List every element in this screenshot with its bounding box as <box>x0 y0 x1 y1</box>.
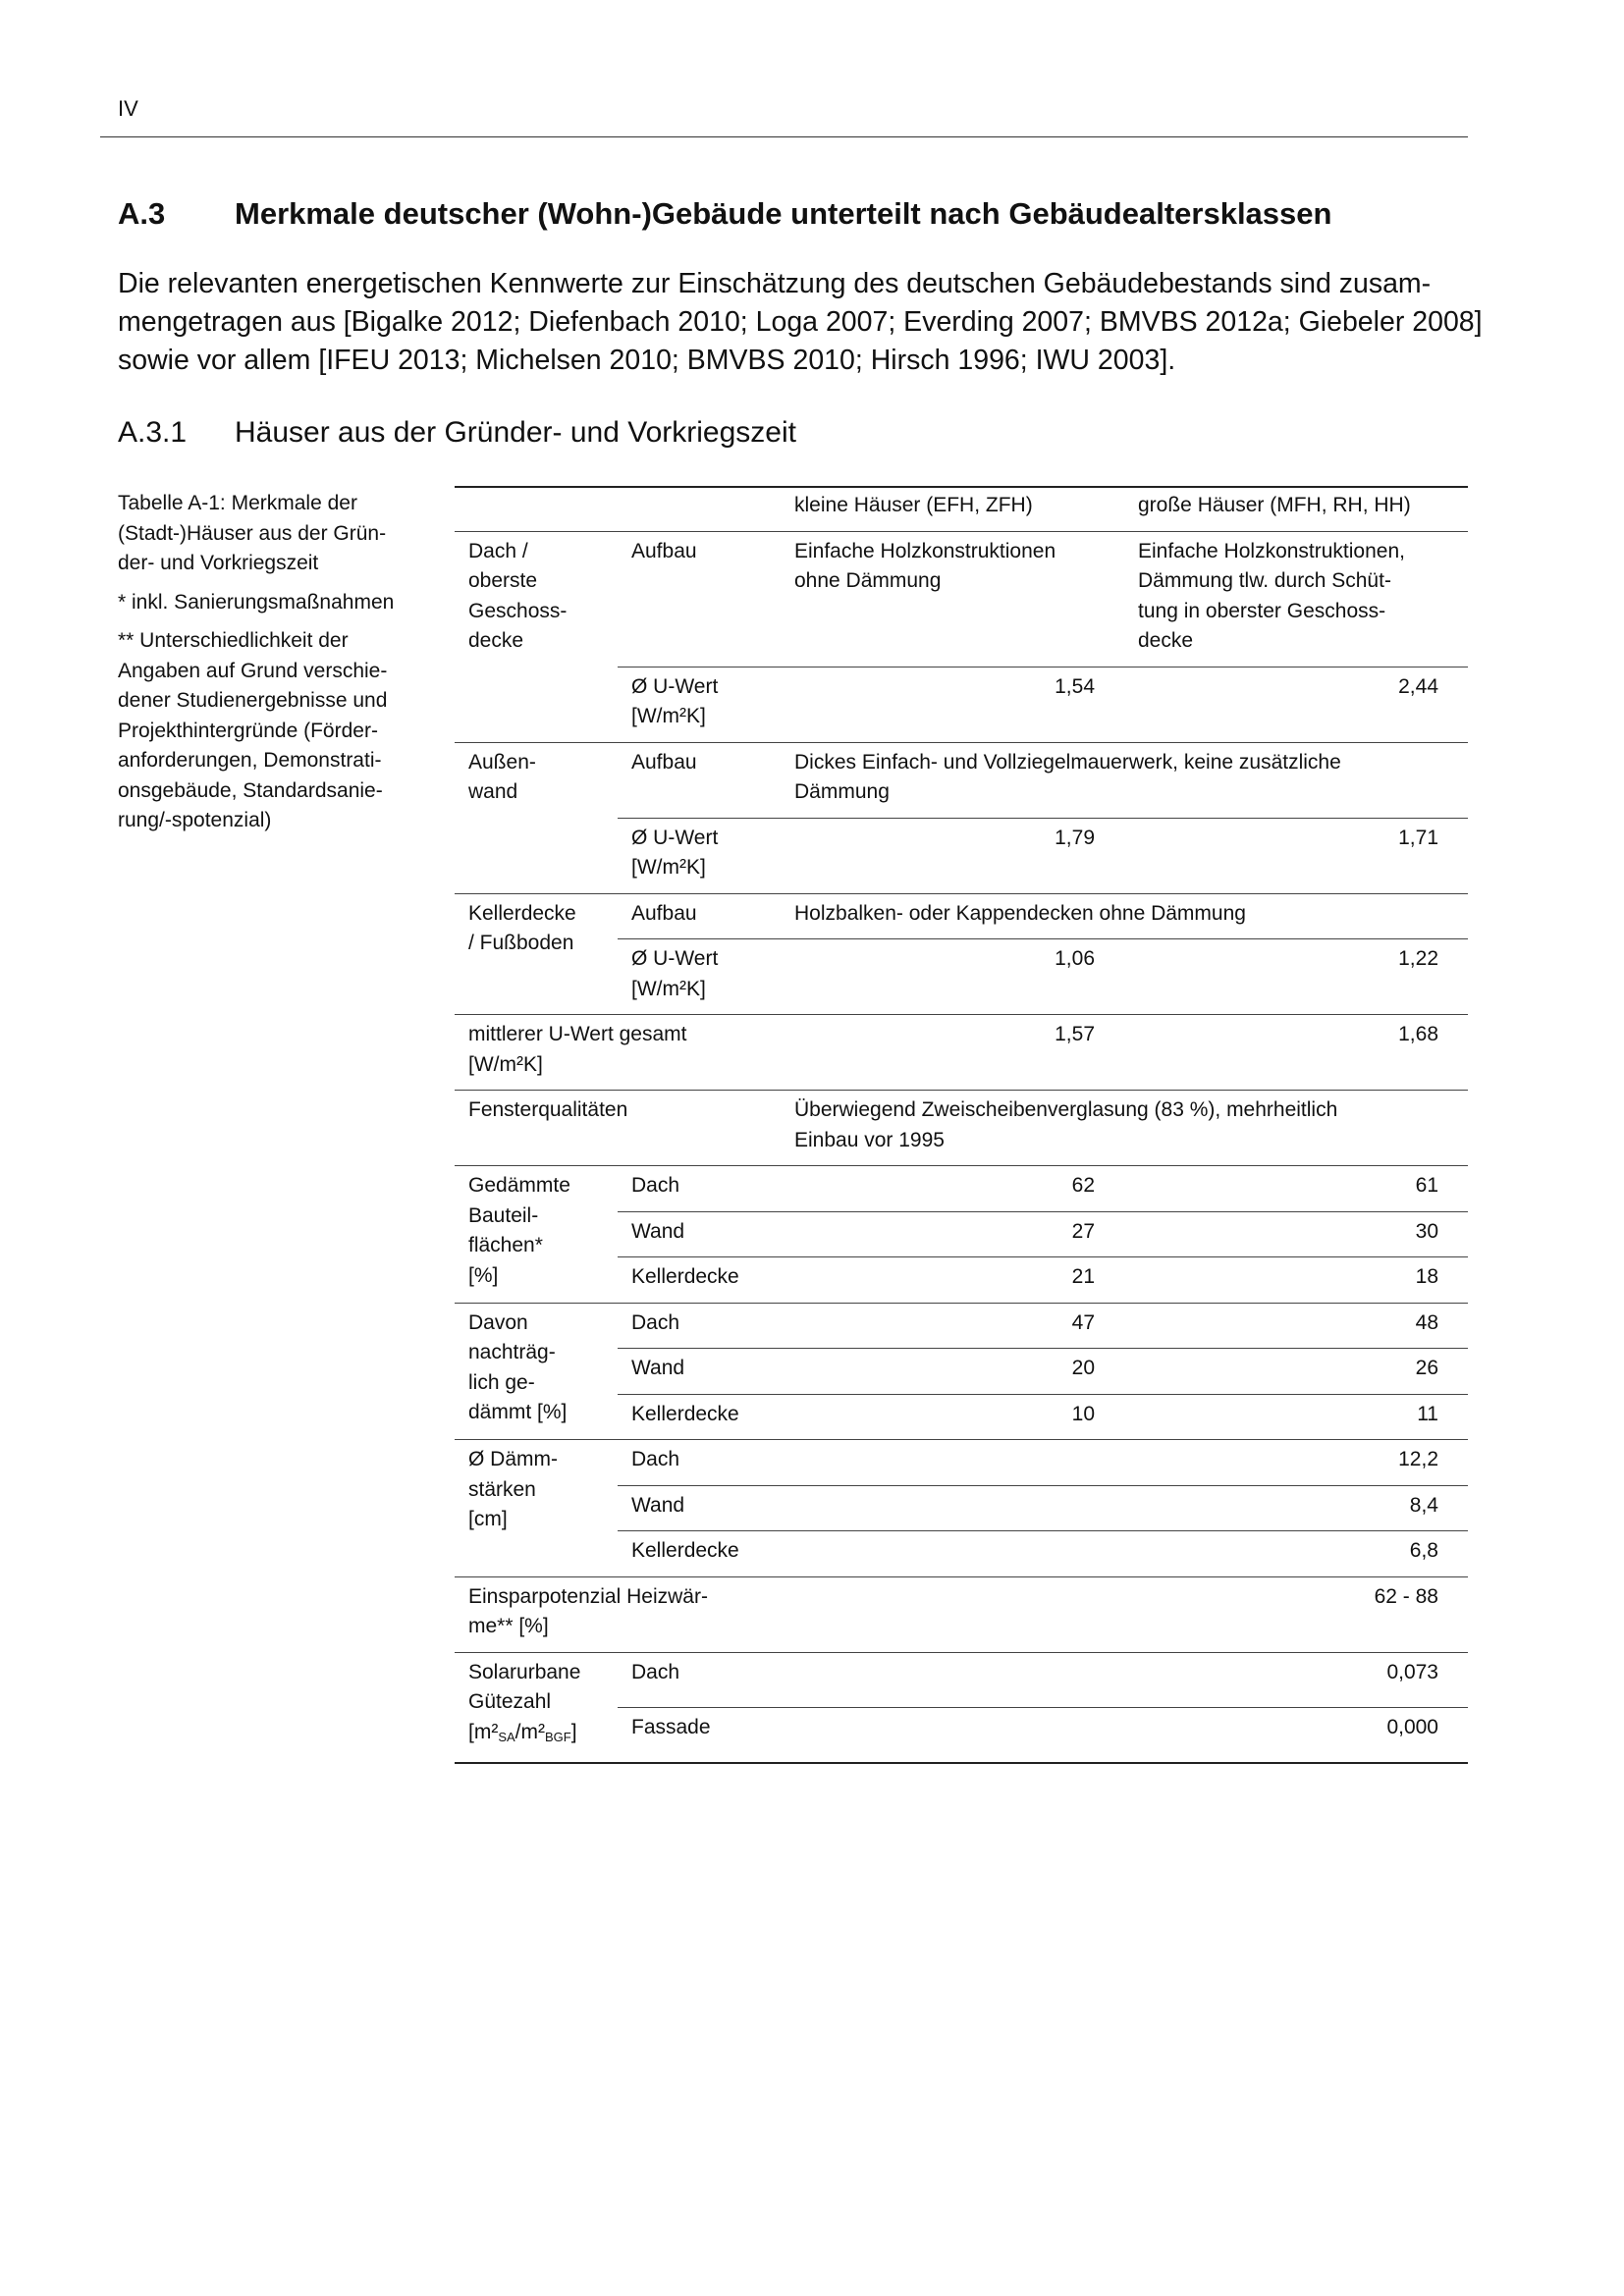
caption-line: onsgebäude, Standardsanie- <box>118 778 383 802</box>
caption-line: der- und Vorkriegszeit <box>118 552 319 574</box>
cell-mittel-large: 1,68 <box>1124 1015 1468 1091</box>
table-caption <box>118 489 432 845</box>
cell-dach-u-large: 2,44 <box>1124 667 1468 742</box>
row-label-dach: Dach / oberste Geschoss- decke <box>455 531 618 742</box>
header-rule <box>100 136 1468 137</box>
table-row <box>455 1166 1468 1212</box>
intro-line: Die relevanten energetischen Kennwerte zur Einschätzung des deutschen Gebäudebestands sind zusam- <box>118 268 1432 299</box>
sub-label-wand: Wand <box>618 1349 781 1395</box>
cell-value: 26 <box>1124 1349 1468 1395</box>
cell-wand-u-large: 1,71 <box>1124 818 1468 893</box>
caption-note-2 <box>118 626 432 836</box>
cell-value: 21 <box>781 1257 1124 1304</box>
table-row <box>455 742 1468 818</box>
cell-value: 0,000 <box>781 1707 1468 1763</box>
row-label-keller: Kellerdecke / Fußboden <box>455 893 618 1015</box>
subsection-title: Häuser aus der Gründer- und Vorkriegszeit <box>235 416 796 449</box>
sub-label-aufbau: Aufbau <box>618 531 781 667</box>
sub-label-dach: Dach <box>618 1652 781 1707</box>
row-label-gedaemmt: Gedämmte Bauteil- flächen* [%] <box>455 1166 618 1304</box>
table-row <box>455 893 1468 939</box>
caption-title <box>118 489 432 579</box>
caption-line: (Stadt-)Häuser aus der Grün- <box>118 521 387 545</box>
cell-wand-u-small: 1,79 <box>781 818 1124 893</box>
intro-line: mengetragen aus [Bigalke 2012; Diefenbach 2010; Loga 2007; Everding 2007; BMVBS 2012a; Giebeler 2008] <box>118 306 1483 338</box>
caption-line: * inkl. Sanierungsmaßnahmen <box>118 590 395 614</box>
cell-wand-aufbau: Dickes Einfach- und Vollziegelmauerwerk, keine zusätzliche Dämmung <box>781 742 1468 818</box>
sub-label-wand: Wand <box>618 1485 781 1531</box>
cell-value: 27 <box>781 1211 1124 1257</box>
caption-line: dener Studienergebnisse und <box>118 689 388 712</box>
cell-dach-aufbau-large: Einfache Holzkonstruktionen, Dämmung tlw. durch Schüt- tung in oberster Geschoss- decke <box>1124 531 1468 667</box>
header-large-houses: große Häuser (MFH, RH, HH) <box>1138 494 1411 516</box>
cell-mittel-small: 1,57 <box>781 1015 1124 1091</box>
row-label-einsparpotenzial: Einsparpotenzial Heizwär- me** [%] <box>455 1576 781 1652</box>
sub-label-keller: Kellerdecke <box>618 1257 781 1304</box>
cell-value: 10 <box>781 1394 1124 1440</box>
row-label-mittel: mittlerer U-Wert gesamt [W/m²K] <box>455 1015 781 1091</box>
cell-value: 62 <box>781 1166 1124 1212</box>
row-label-solarurbane: Solarurbane Gütezahl $[m^2_{SA}/m^2_{BGF}]$ <box>455 1652 618 1763</box>
header-small-houses: kleine Häuser (EFH, ZFH) <box>794 494 1033 516</box>
subsection-number: A.3.1 <box>118 416 188 449</box>
caption-line: rung/-spotenzial) <box>118 809 272 831</box>
table-row <box>455 531 1468 667</box>
cell-dach-aufbau-small: Einfache Holzkonstruktionen ohne Dämmung <box>781 531 1124 667</box>
cell-einsparpotenzial: 62 - 88 <box>781 1576 1468 1652</box>
row-label-nachtraeglich: Davon nachträg- lich ge- dämmt [%] <box>455 1303 618 1440</box>
sub-label-uwert: Ø U-Wert [W/m²K] <box>618 667 781 742</box>
table-row <box>455 1440 1468 1486</box>
caption-line: Tabelle A-1: Merkmale der <box>118 492 357 514</box>
table-row <box>455 1015 1468 1091</box>
sub-label-dach: Dach <box>618 1303 781 1349</box>
intro-paragraph <box>118 265 1483 380</box>
solar-unit: $[m^2_{SA}/m^2_{BGF}]$ <box>468 1720 577 1744</box>
cell-value: 30 <box>1124 1211 1468 1257</box>
cell-value: 18 <box>1124 1257 1468 1304</box>
intro-line: sowie vor allem [IFEU 2013; Michelsen 2010; BMVBS 2010; Hirsch 1996; IWU 2003]. <box>118 345 1176 376</box>
sub-label-dach: Dach <box>618 1440 781 1486</box>
caption-line: ** Unterschiedlichkeit der <box>118 629 349 652</box>
cell-value: 8,4 <box>781 1485 1468 1531</box>
table-row <box>455 1652 1468 1707</box>
cell-value: 48 <box>1124 1303 1468 1349</box>
cell-keller-u-small: 1,06 <box>781 939 1124 1015</box>
running-head: IV <box>118 96 138 121</box>
cell-value: 6,8 <box>781 1531 1468 1577</box>
cell-fenster: Überwiegend Zweischeibenverglasung (83 %), mehrheitlich Einbau vor 1995 <box>781 1091 1468 1166</box>
caption-line: Angaben auf Grund verschie- <box>118 659 388 682</box>
row-label-wand: Außen- wand <box>455 742 618 893</box>
sub-label-wand: Wand <box>618 1211 781 1257</box>
cell-value: 12,2 <box>781 1440 1468 1486</box>
caption-note-1 <box>118 588 432 618</box>
caption-line: anforderungen, Demonstrati- <box>118 749 382 772</box>
sub-label-keller: Kellerdecke <box>618 1394 781 1440</box>
section-title: Merkmale deutscher (Wohn-)Gebäude unterteilt nach Gebäudealtersklassen <box>235 196 1332 231</box>
caption-line: Projekthintergründe (Förder- <box>118 719 378 742</box>
cell-keller-aufbau: Holzbalken- oder Kappendecken ohne Dämmung <box>781 893 1468 939</box>
sub-label-dach: Dach <box>618 1166 781 1212</box>
sub-label-keller: Kellerdecke <box>618 1531 781 1577</box>
table-row <box>455 1303 1468 1349</box>
sub-label-uwert: Ø U-Wert [W/m²K] <box>618 939 781 1015</box>
cell-value: 0,073 <box>781 1652 1468 1707</box>
cell-value: 11 <box>1124 1394 1468 1440</box>
table-row <box>455 1576 1468 1652</box>
section-number: A.3 <box>118 196 166 231</box>
cell-value: 47 <box>781 1303 1124 1349</box>
table-header-row <box>455 487 1468 531</box>
characteristics-table <box>455 486 1468 1764</box>
cell-value: 20 <box>781 1349 1124 1395</box>
cell-dach-u-small: 1,54 <box>781 667 1124 742</box>
row-label-daemmstaerken: Ø Dämm- stärken [cm] <box>455 1440 618 1577</box>
sub-label-uwert: Ø U-Wert [W/m²K] <box>618 818 781 893</box>
cell-value: 61 <box>1124 1166 1468 1212</box>
sub-label-fassade: Fassade <box>618 1707 781 1763</box>
sub-label-aufbau: Aufbau <box>618 742 781 818</box>
header-empty-cell <box>455 487 781 531</box>
sub-label-aufbau: Aufbau <box>618 893 781 939</box>
table-row <box>455 1091 1468 1166</box>
cell-keller-u-large: 1,22 <box>1124 939 1468 1015</box>
row-label-fenster: Fensterqualitäten <box>455 1091 781 1166</box>
